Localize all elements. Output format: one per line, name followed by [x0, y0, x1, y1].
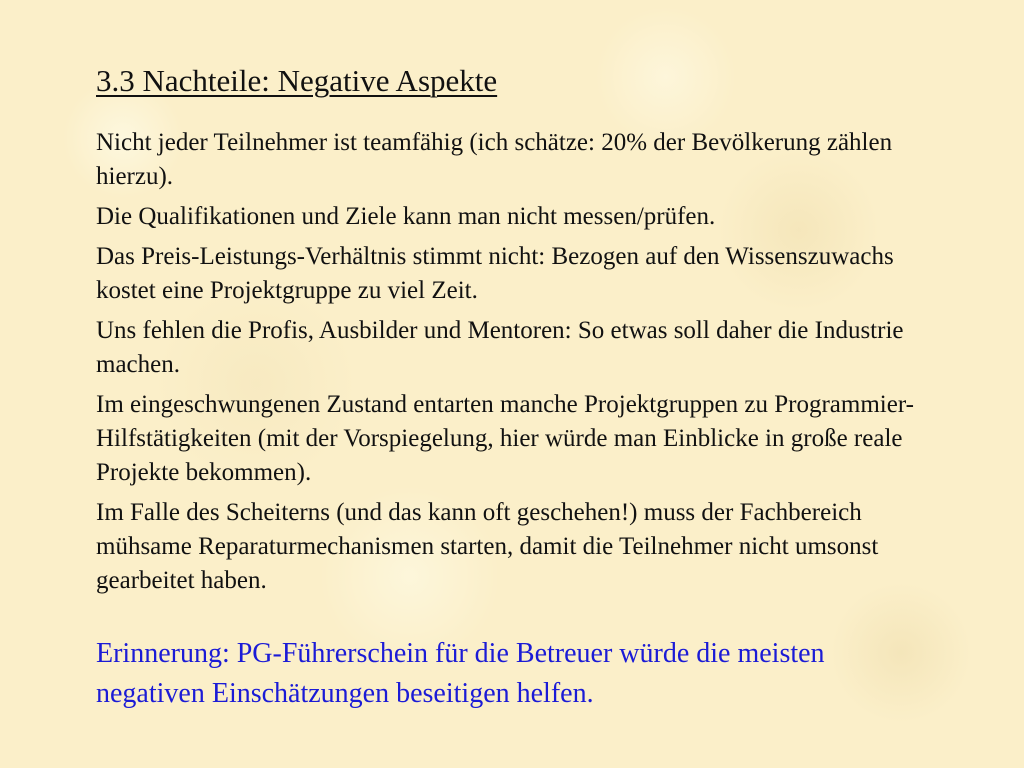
slide-title: 3.3 Nachteile: Negative Aspekte: [96, 63, 498, 98]
point-item: Im eingeschwungenen Zustand entarten manche Projektgruppen zu Programmier-Hilfstätigkeiten (mit der Vorspiegelung, hier würde man Einblicke in große reale Projekte bekommen).: [96, 391, 914, 486]
point-item: Nicht jeder Teilnehmer ist teamfähig (ich schätze: 20% der Bevölkerung zählen hierzu).: [96, 129, 893, 190]
point-item: Die Qualifikationen und Ziele kann man nicht messen/prüfen.: [96, 203, 716, 230]
point-item: Im Falle des Scheiterns (und das kann oft geschehen!) muss der Fachbereich mühsame Reparaturmechanismen starten, damit die Teilnehmer nicht umsonst gearbeitet haben.: [96, 499, 879, 594]
reminder-note: Erinnerung: PG-Führerschein für die Betreuer würde die meisten negativen Einschätzungen beseitigen helfen.: [96, 638, 825, 709]
point-item: Das Preis-Leistungs-Verhältnis stimmt nicht: Bezogen auf den Wissenszuwachs kostet eine Projektgruppe zu viel Zeit.: [96, 243, 894, 304]
point-item: Uns fehlen die Profis, Ausbilder und Mentoren: So etwas soll daher die Industrie machen.: [96, 317, 904, 378]
point-list: [96, 126, 926, 604]
